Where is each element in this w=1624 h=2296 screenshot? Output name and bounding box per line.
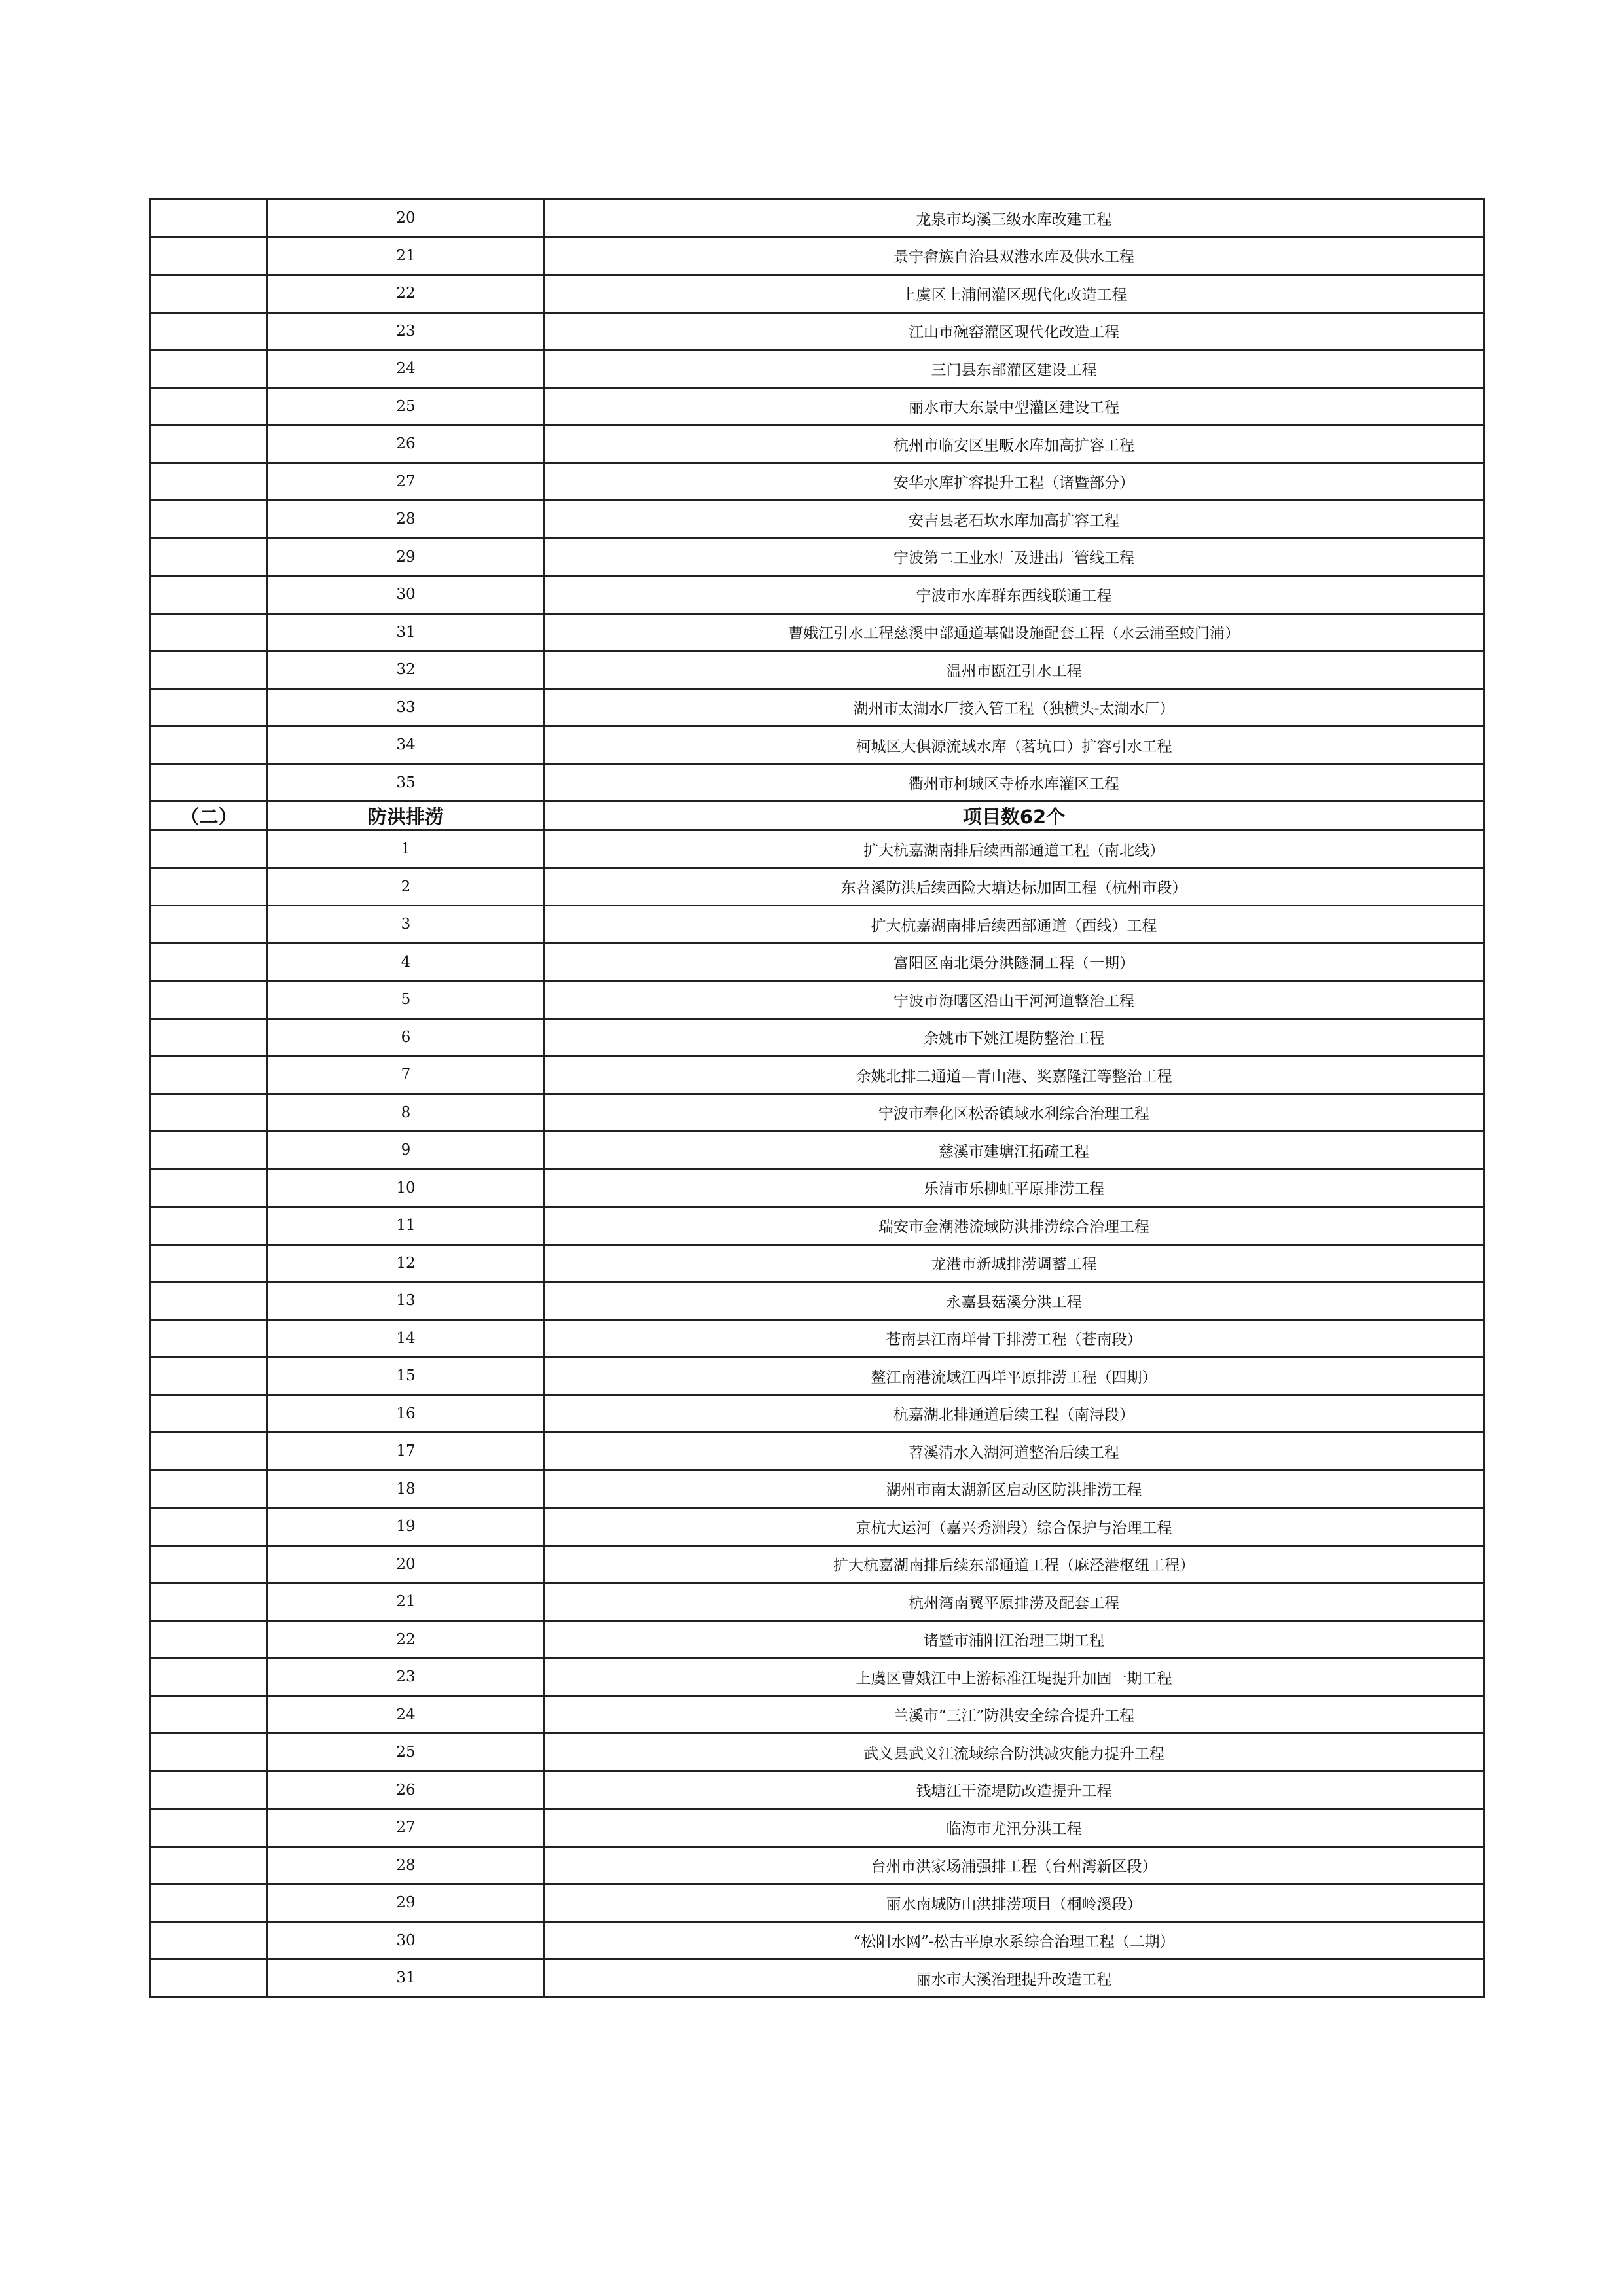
table-row xyxy=(151,613,1484,651)
project-name: 丽水南城防山洪排涝项目（桐岭溪段） xyxy=(545,1884,1484,1922)
project-list-page xyxy=(149,198,1483,1998)
project-name: 钱塘江干流堤防改造提升工程 xyxy=(545,1771,1484,1809)
row-number: 26 xyxy=(268,425,545,463)
category-cell-empty xyxy=(151,1357,268,1395)
table-row xyxy=(151,651,1484,689)
project-name: 龙港市新城排涝调蓄工程 xyxy=(545,1244,1484,1282)
table-row xyxy=(151,1169,1484,1207)
table-row xyxy=(151,726,1484,764)
table-row xyxy=(151,387,1484,425)
row-number: 17 xyxy=(268,1433,545,1471)
table-row xyxy=(151,1357,1484,1395)
project-name: 宁波市海曙区沿山干河河道整治工程 xyxy=(545,981,1484,1019)
project-name: 慈溪市建塘江拓疏工程 xyxy=(545,1132,1484,1170)
row-number: 25 xyxy=(268,1734,545,1772)
category-cell-empty xyxy=(151,312,268,350)
row-number: 5 xyxy=(268,981,545,1019)
category-cell-empty xyxy=(151,463,268,501)
project-name: 扩大杭嘉湖南排后续西部通道工程（南北线） xyxy=(545,831,1484,869)
category-cell-empty xyxy=(151,1771,268,1809)
table-row xyxy=(151,1771,1484,1809)
project-name: 东苕溪防洪后续西险大塘达标加固工程（杭州市段） xyxy=(545,868,1484,906)
project-name: 兰溪市“三江”防洪安全综合提升工程 xyxy=(545,1696,1484,1734)
table-row xyxy=(151,425,1484,463)
project-name: 江山市碗窑灌区现代化改造工程 xyxy=(545,312,1484,350)
row-number: 24 xyxy=(268,1696,545,1734)
table-row xyxy=(151,764,1484,802)
category-cell-empty xyxy=(151,1395,268,1433)
row-number: 28 xyxy=(268,1846,545,1884)
category-cell-empty xyxy=(151,1319,268,1357)
category-cell-empty xyxy=(151,1132,268,1170)
category-cell-empty xyxy=(151,1884,268,1922)
category-cell-empty xyxy=(151,906,268,944)
table-row xyxy=(151,1696,1484,1734)
category-cell-empty xyxy=(151,1094,268,1132)
row-number: 23 xyxy=(268,312,545,350)
category-name: 防洪排涝 xyxy=(268,802,545,831)
category-cell-empty xyxy=(151,1545,268,1583)
row-number: 11 xyxy=(268,1207,545,1245)
row-number: 16 xyxy=(268,1395,545,1433)
row-number: 22 xyxy=(268,275,545,313)
category-cell-empty xyxy=(151,1056,268,1094)
category-cell-empty xyxy=(151,981,268,1019)
project-name: 三门县东部灌区建设工程 xyxy=(545,350,1484,388)
row-number: 29 xyxy=(268,1884,545,1922)
project-name: 安华水库扩容提升工程（诸暨部分） xyxy=(545,463,1484,501)
table-row xyxy=(151,237,1484,275)
row-number: 21 xyxy=(268,1583,545,1621)
project-name: 鳌江南港流域江西垟平原排涝工程（四期） xyxy=(545,1357,1484,1395)
category-header-row xyxy=(151,802,1484,831)
table-row xyxy=(151,1018,1484,1056)
project-name: 宁波第二工业水厂及进出厂管线工程 xyxy=(545,538,1484,576)
row-number: 35 xyxy=(268,764,545,802)
table-row xyxy=(151,1132,1484,1170)
category-cell-empty xyxy=(151,689,268,726)
project-name: 丽水市大溪治理提升改造工程 xyxy=(545,1960,1484,1998)
category-cell-empty xyxy=(151,868,268,906)
category-cell-empty xyxy=(151,237,268,275)
table-row xyxy=(151,689,1484,726)
project-name: 湖州市太湖水厂接入管工程（独横头-太湖水厂） xyxy=(545,689,1484,726)
row-number: 10 xyxy=(268,1169,545,1207)
row-number: 1 xyxy=(268,831,545,869)
row-number: 25 xyxy=(268,387,545,425)
project-name: 衢州市柯城区寺桥水库灌区工程 xyxy=(545,764,1484,802)
project-name: 温州市瓯江引水工程 xyxy=(545,651,1484,689)
table-row xyxy=(151,1244,1484,1282)
project-name: 瑞安市金潮港流域防洪排涝综合治理工程 xyxy=(545,1207,1484,1245)
category-cell-empty xyxy=(151,1583,268,1621)
category-cell-empty xyxy=(151,1734,268,1772)
category-cell-empty xyxy=(151,1659,268,1696)
project-name: 柯城区大俱源流域水库（茗坑口）扩容引水工程 xyxy=(545,726,1484,764)
category-cell-empty xyxy=(151,1207,268,1245)
category-cell-empty xyxy=(151,1621,268,1659)
row-number: 3 xyxy=(268,906,545,944)
project-name: 苕溪清水入湖河道整治后续工程 xyxy=(545,1433,1484,1471)
project-name: 富阳区南北渠分洪隧洞工程（一期） xyxy=(545,943,1484,981)
row-number: 21 xyxy=(268,237,545,275)
row-number: 19 xyxy=(268,1508,545,1546)
row-number: 29 xyxy=(268,538,545,576)
project-name: 苍南县江南垟骨干排涝工程（苍南段） xyxy=(545,1319,1484,1357)
category-cell-empty xyxy=(151,1470,268,1508)
row-number: 12 xyxy=(268,1244,545,1282)
category-cell-empty xyxy=(151,1922,268,1960)
table-row xyxy=(151,1621,1484,1659)
project-name: 安吉县老石坎水库加高扩容工程 xyxy=(545,501,1484,539)
table-row xyxy=(151,1809,1484,1847)
row-number: 31 xyxy=(268,613,545,651)
table-row xyxy=(151,1056,1484,1094)
row-number: 15 xyxy=(268,1357,545,1395)
table-row xyxy=(151,906,1484,944)
category-cell-empty xyxy=(151,1960,268,1998)
category-cell-empty xyxy=(151,1846,268,1884)
category-cell-empty xyxy=(151,425,268,463)
project-name: 湖州市南太湖新区启动区防洪排涝工程 xyxy=(545,1470,1484,1508)
table-row xyxy=(151,1960,1484,1998)
category-cell-empty xyxy=(151,613,268,651)
project-name: 扩大杭嘉湖南排后续西部通道（西线）工程 xyxy=(545,906,1484,944)
row-number: 20 xyxy=(268,1545,545,1583)
table-row xyxy=(151,538,1484,576)
row-number: 28 xyxy=(268,501,545,539)
table-row xyxy=(151,1094,1484,1132)
category-cell-empty xyxy=(151,943,268,981)
category-cell-empty xyxy=(151,1809,268,1847)
category-cell-empty xyxy=(151,651,268,689)
table-row xyxy=(151,1659,1484,1696)
project-name: 宁波市奉化区松岙镇域水利综合治理工程 xyxy=(545,1094,1484,1132)
project-name: 上虞区曹娥江中上游标准江堤提升加固一期工程 xyxy=(545,1659,1484,1696)
row-number: 4 xyxy=(268,943,545,981)
row-number: 27 xyxy=(268,1809,545,1847)
table-row xyxy=(151,501,1484,539)
project-name: 宁波市水库群东西线联通工程 xyxy=(545,576,1484,614)
project-name: 上虞区上浦闸灌区现代化改造工程 xyxy=(545,275,1484,313)
project-name: 曹娥江引水工程慈溪中部通道基础设施配套工程（水云浦至蛟门浦） xyxy=(545,613,1484,651)
project-name: 诸暨市浦阳江治理三期工程 xyxy=(545,1621,1484,1659)
category-cell-empty xyxy=(151,1508,268,1546)
row-number: 6 xyxy=(268,1018,545,1056)
project-name: 龙泉市均溪三级水库改建工程 xyxy=(545,200,1484,238)
project-name: 扩大杭嘉湖南排后续东部通道工程（麻泾港枢纽工程） xyxy=(545,1545,1484,1583)
row-number: 22 xyxy=(268,1621,545,1659)
table-row xyxy=(151,1470,1484,1508)
category-cell-empty xyxy=(151,350,268,388)
category-cell-empty xyxy=(151,1433,268,1471)
row-number: 9 xyxy=(268,1132,545,1170)
category-count: 项目数62个 xyxy=(545,802,1484,831)
table-row xyxy=(151,868,1484,906)
table-row xyxy=(151,275,1484,313)
row-number: 31 xyxy=(268,1960,545,1998)
table-row xyxy=(151,312,1484,350)
row-number: 32 xyxy=(268,651,545,689)
table-row xyxy=(151,1922,1484,1960)
row-number: 30 xyxy=(268,576,545,614)
project-name: 杭州市临安区里畈水库加高扩容工程 xyxy=(545,425,1484,463)
project-name: 余姚市下姚江堤防整治工程 xyxy=(545,1018,1484,1056)
table-row xyxy=(151,576,1484,614)
table-row xyxy=(151,1508,1484,1546)
category-cell-empty xyxy=(151,1244,268,1282)
table-row xyxy=(151,1884,1484,1922)
category-cell-empty xyxy=(151,1696,268,1734)
table-row xyxy=(151,1734,1484,1772)
row-number: 7 xyxy=(268,1056,545,1094)
project-name: 丽水市大东景中型灌区建设工程 xyxy=(545,387,1484,425)
row-number: 20 xyxy=(268,200,545,238)
row-number: 34 xyxy=(268,726,545,764)
category-cell-empty xyxy=(151,501,268,539)
table-row xyxy=(151,831,1484,869)
row-number: 18 xyxy=(268,1470,545,1508)
row-number: 23 xyxy=(268,1659,545,1696)
project-table-body xyxy=(151,200,1484,1998)
project-name: 乐清市乐柳虹平原排涝工程 xyxy=(545,1169,1484,1207)
project-name: 杭嘉湖北排通道后续工程（南浔段） xyxy=(545,1395,1484,1433)
project-name: 余姚北排二通道—青山港、奖嘉隆江等整治工程 xyxy=(545,1056,1484,1094)
table-row xyxy=(151,463,1484,501)
project-name: 杭州湾南翼平原排涝及配套工程 xyxy=(545,1583,1484,1621)
category-cell-empty xyxy=(151,576,268,614)
category-cell-empty xyxy=(151,275,268,313)
table-row xyxy=(151,200,1484,238)
category-cell-empty xyxy=(151,764,268,802)
table-row xyxy=(151,1433,1484,1471)
project-name: 景宁畲族自治县双港水库及供水工程 xyxy=(545,237,1484,275)
project-name: 临海市尤汛分洪工程 xyxy=(545,1809,1484,1847)
category-cell-empty xyxy=(151,831,268,869)
row-number: 8 xyxy=(268,1094,545,1132)
row-number: 13 xyxy=(268,1282,545,1320)
category-cell-empty xyxy=(151,726,268,764)
category-cell-empty xyxy=(151,1018,268,1056)
table-row xyxy=(151,1583,1484,1621)
project-name: “松阳水网”-松古平原水系综合治理工程（二期） xyxy=(545,1922,1484,1960)
row-number: 24 xyxy=(268,350,545,388)
row-number: 33 xyxy=(268,689,545,726)
category-cell-empty xyxy=(151,538,268,576)
row-number: 26 xyxy=(268,1771,545,1809)
table-row xyxy=(151,981,1484,1019)
table-row xyxy=(151,1846,1484,1884)
row-number: 27 xyxy=(268,463,545,501)
table-row xyxy=(151,1319,1484,1357)
table-row xyxy=(151,1282,1484,1320)
table-row xyxy=(151,350,1484,388)
table-row xyxy=(151,1207,1484,1245)
category-cell-empty xyxy=(151,1282,268,1320)
category-index: （二） xyxy=(151,802,268,831)
project-name: 永嘉县菇溪分洪工程 xyxy=(545,1282,1484,1320)
category-cell-empty xyxy=(151,200,268,238)
row-number: 2 xyxy=(268,868,545,906)
project-table xyxy=(149,198,1485,1998)
project-name: 台州市洪家场浦强排工程（台州湾新区段） xyxy=(545,1846,1484,1884)
table-row xyxy=(151,943,1484,981)
row-number: 14 xyxy=(268,1319,545,1357)
project-name: 武义县武义江流域综合防洪减灾能力提升工程 xyxy=(545,1734,1484,1772)
row-number: 30 xyxy=(268,1922,545,1960)
table-row xyxy=(151,1395,1484,1433)
project-name: 京杭大运河（嘉兴秀洲段）综合保护与治理工程 xyxy=(545,1508,1484,1546)
category-cell-empty xyxy=(151,387,268,425)
table-row xyxy=(151,1545,1484,1583)
category-cell-empty xyxy=(151,1169,268,1207)
